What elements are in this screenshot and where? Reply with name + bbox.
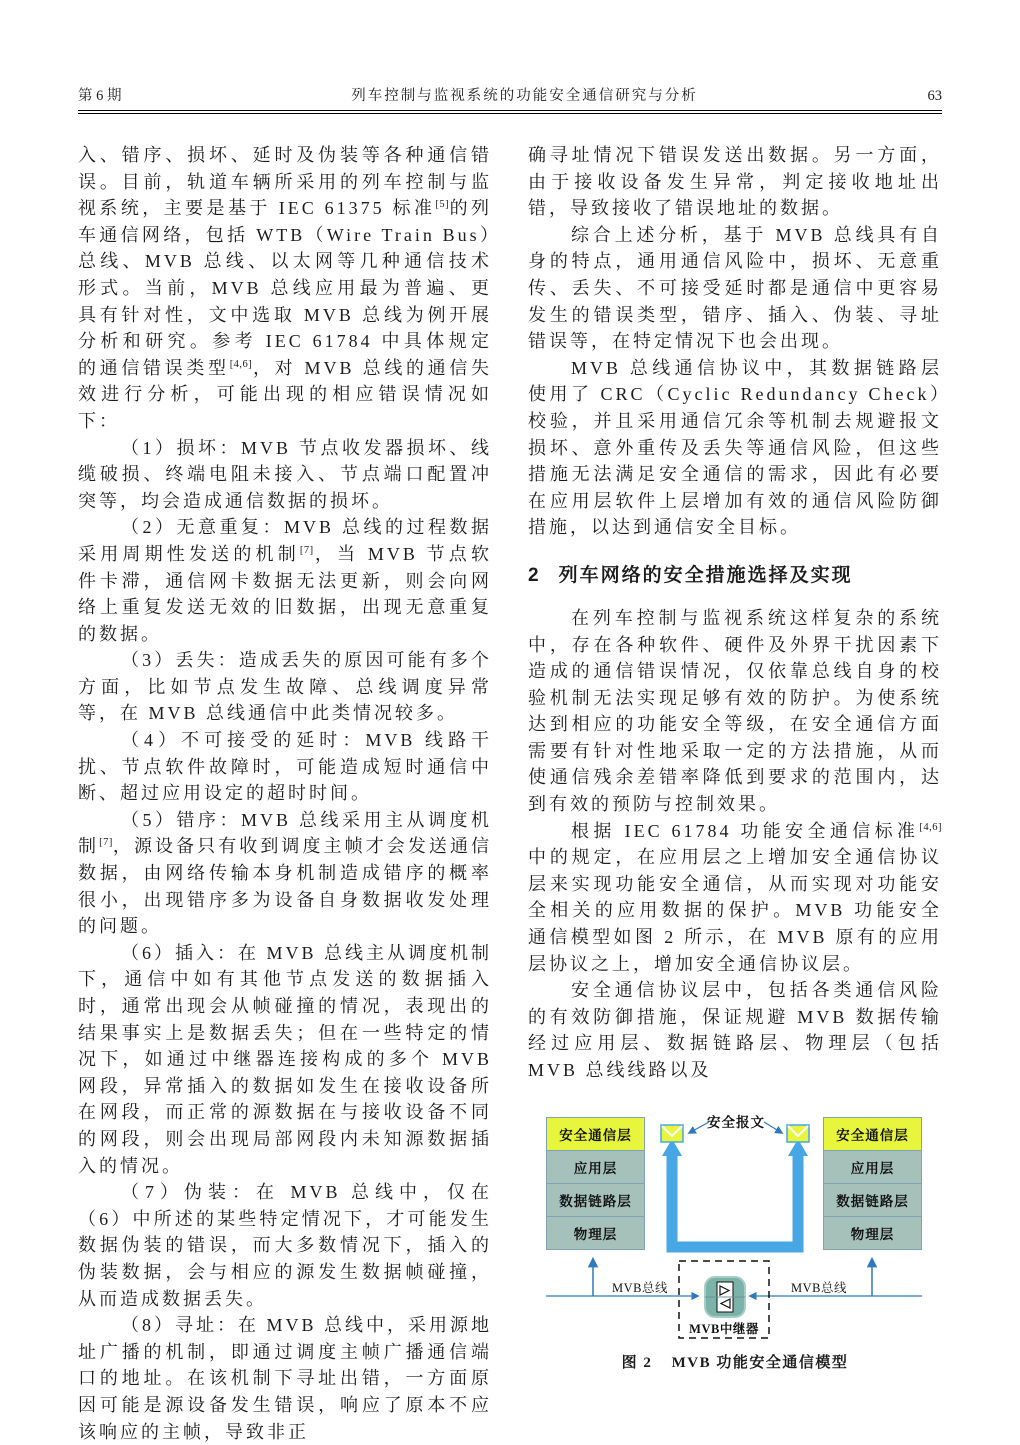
protocol-layer-4: 物理层 — [546, 1216, 645, 1250]
text-run: 根据 IEC 61784 功能安全通信标准 — [571, 820, 920, 841]
paragraph — [78, 807, 492, 940]
paragraph — [78, 514, 492, 647]
page-header — [78, 84, 942, 105]
right-column-text — [528, 142, 942, 1084]
right-column — [528, 142, 942, 1372]
mvb-safety-model-diagram — [528, 1110, 942, 1342]
figure-caption — [528, 1351, 942, 1372]
figure-caption-text: MVB 功能安全通信模型 — [671, 1354, 849, 1371]
mvb-bus-label-left: MVB总线 — [612, 1280, 668, 1295]
citation-ref: [5] — [435, 199, 450, 211]
citation-ref: [7] — [99, 837, 113, 849]
text-run: 综合上述分析，基于 MVB 总线具有自身的特点，通用通信风险中，损坏、无意重传、丢失、不可接受延时都是通信中更容易发生的错误类型，错序、插入、伪装、寻址错误等，在特定情况下也会出现。 — [528, 224, 942, 352]
paragraph — [528, 977, 942, 1083]
mvb-bus-label-right: MVB总线 — [791, 1280, 847, 1295]
text-run: （1）损坏：MVB 节点收发器损坏、线缆破损、终端电阻未接入、节点端口配置冲突等，均会造成通信数据的损坏。 — [78, 437, 492, 511]
text-run: （2）无意重复：MVB 总线的过程数据采用周期性发送的机制 — [78, 517, 492, 564]
paragraph — [78, 1312, 492, 1445]
paragraph — [78, 1179, 492, 1312]
envelope-icon-left — [661, 1125, 683, 1142]
protocol-layer-3: 数据链路层 — [823, 1183, 922, 1217]
text-run: 入、错序、损坏、延时及伪装等各种通信错误。目前，轨道车辆所采用的列车控制与监视系统，主要是基于 IEC 61375 标准 — [78, 145, 492, 219]
protocol-layer-1: 安全通信层 — [823, 1117, 922, 1151]
header-rule — [78, 110, 942, 114]
text-run: ，当 MVB 节点软件卡滞，通信网卡数据无法更新，则会向网络上重复发送无效的旧数据，出现无意重复的数据。 — [78, 543, 492, 644]
protocol-layer-2: 应用层 — [823, 1150, 922, 1184]
text-run: 确寻址情况下错误发送出数据。另一方面，由于接收设备发生异常，判定接收地址出错，导致接收了错误地址的数据。 — [528, 145, 942, 219]
text-run: 的列车通信网络，包括 WTB（Wire Train Bus）总线、MVB 总线、以太网等几种通信技术形式。当前，MVB 总线应用最为普遍、更具有针对性，文中选取 MVB 总线为例开展分析和研究。参考 IEC 61784 中具体规定的通信错误类型 — [78, 198, 492, 378]
safety-message-label: 安全报文 — [707, 1114, 765, 1130]
paragraph — [78, 940, 492, 1179]
paragraph — [528, 818, 942, 978]
paragraph — [78, 647, 492, 727]
paragraph — [528, 355, 942, 541]
section-number: 2 — [528, 564, 539, 586]
protocol-stack-left — [546, 1117, 645, 1250]
text-run: （5）错序：MVB 总线采用主从调度机制 — [78, 809, 492, 857]
paragraph — [78, 435, 492, 515]
text-run: ，对 MVB 总线的通信失效进行分析，可能出现的相应错误情况如下： — [78, 357, 493, 431]
text-run: （8）寻址：在 MVB 总线中，采用源地址广播的机制，即通过调度主帧广播通信端口的地址。在该机制下寻址出错，一方面原因可能是源设备发生错误，响应了原本不应该响应的主帧，导致非正 — [78, 1315, 493, 1442]
page-number: 63 — [927, 88, 942, 104]
text-run: 在列车控制与监视系统这样复杂的系统中，存在各种软件、硬件及外界干扰因素下造成的通信错误情况，仅依靠总线自身的校验机制无法实现足够有效的防护。为使系统达到相应的功能安全等级，在安全通信方面需要有针对性地采取一定的方法措施，从而使通信残余差错率降低到要求的范围内，达到有效的预防与控制效果。 — [528, 607, 942, 815]
protocol-layer-1: 安全通信层 — [546, 1117, 645, 1151]
figure-caption-number: 图 2 — [621, 1354, 653, 1371]
paragraph — [78, 727, 492, 807]
paragraph — [528, 222, 942, 355]
paragraph — [528, 142, 942, 222]
protocol-layer-4: 物理层 — [823, 1216, 922, 1250]
citation-ref: [7] — [299, 544, 314, 556]
journal-issue: 第 6 期 — [78, 88, 122, 104]
text-run: 安全通信协议层中，包括各类通信风险的有效防御措施，保证规避 MVB 数据传输经过应用层、数据链路层、物理层（包括 MVB 总线线路以及 — [528, 980, 942, 1080]
safety-path-arrow — [672, 1154, 798, 1247]
protocol-layer-3: 数据链路层 — [546, 1183, 645, 1217]
paragraph — [78, 142, 492, 435]
paragraph — [528, 605, 942, 818]
protocol-layer-2: 应用层 — [546, 1150, 645, 1184]
mvb-repeater-label: MVB中继器 — [689, 1321, 759, 1336]
text-run: （3）丢失：造成丢失的原因可能有多个方面，比如节点发生故障、总线调度异常等，在 MVB 总线通信中此类情况较多。 — [78, 650, 492, 724]
citation-ref: [4,6] — [919, 821, 942, 833]
envelope-icon-right — [787, 1125, 809, 1142]
text-run: （6）插入：在 MVB 总线主从调度机制下，通信中如有其他节点发送的数据插入时，通常出现会从帧碰撞的情况，表现出的结果事实上是数据丢失；但在一些特定的情况下，如通过中继器连接构成的多个 MVB 网段，异常插入的数据如发生在接收设备所在网段，而正常的源数据在与接收设备不同的网段，则会出现局部网段内未知源数据插入的情况。 — [78, 942, 493, 1176]
text-run: MVB 总线通信协议中，其数据链路层使用了 CRC（Cyclic Redundancy Check）校验，并且采用通信冗余等机制去规避报文损坏、意外重传及丢失等通信风险，但这些措施无法满足安全通信的需求，因此有必要在应用层软件上层增加有效的通信风险防御措施，以达到通信安全目标。 — [528, 357, 942, 538]
left-column — [78, 142, 492, 1445]
running-title: 列车控制与监视系统的功能安全通信研究与分析 — [351, 88, 698, 104]
text-run: （4）不可接受的延时：MVB 线路干扰、节点软件故障时，可能造成短时通信中断、超过应用设定的超时时间。 — [78, 730, 492, 804]
text-run: （7）伪装：在 MVB 总线中，仅在（6）中所述的某些特定情况下，才可能发生数据伪装的错误，而大多数情况下，插入的伪装数据，会与相应的源发生数据帧碰撞，从而造成数据丢失。 — [78, 1182, 492, 1309]
text-run: ，源设备只有收到调度主帧才会发送通信数据，由网络传输本身机制造成错序的概率很小，出现错序多为设备自身数据收发处理的问题。 — [78, 836, 493, 937]
figure-2 — [528, 1110, 942, 1372]
section-title: 列车网络的安全措施选择及实现 — [558, 564, 853, 586]
protocol-stack-right — [823, 1117, 922, 1250]
section-heading — [528, 562, 942, 590]
text-run: 中的规定，在应用层之上增加安全通信协议层来实现功能安全通信，从而实现对功能安全相关的应用数据的保护。MVB 功能安全通信模型如图 2 所示，在 MVB 原有的应用层协议之上，增加安全通信协议层。 — [528, 847, 942, 974]
citation-ref: [4,6] — [229, 358, 253, 370]
